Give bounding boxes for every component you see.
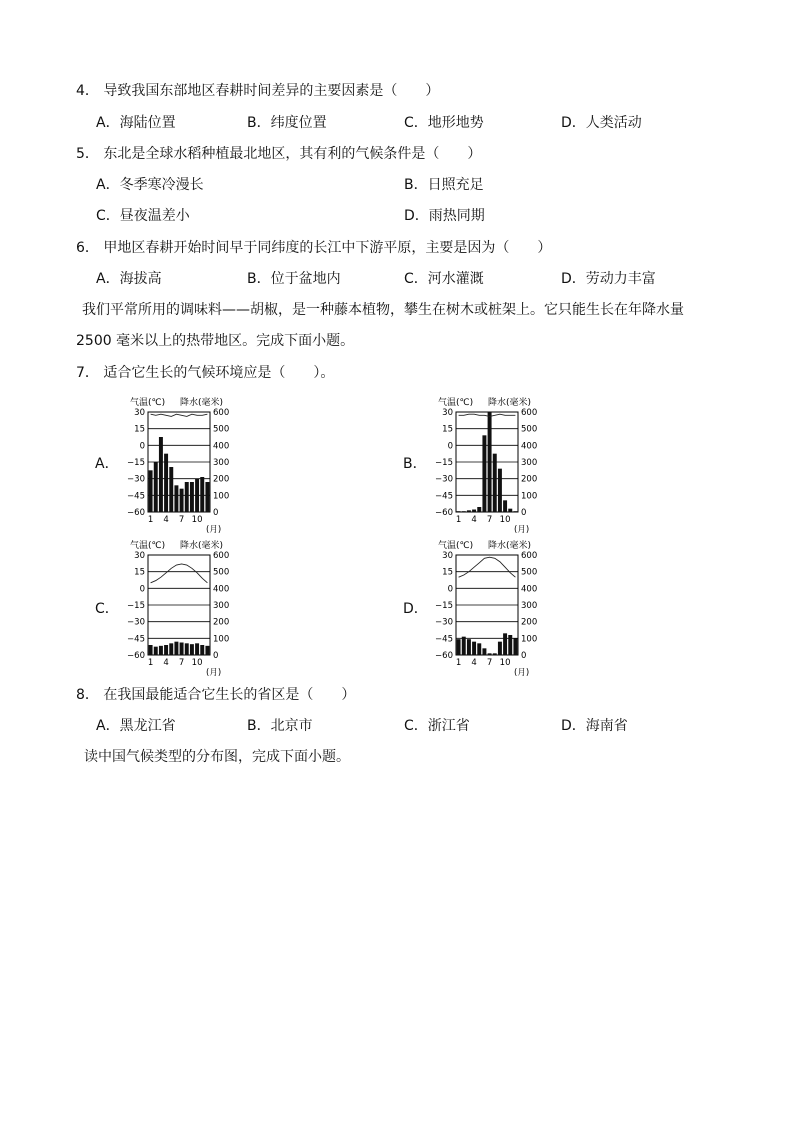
precip-bar [508,635,512,655]
precip-tick-label: 600 [521,408,538,418]
temp-tick-label: −15 [127,458,145,468]
precip-tick-label: 400 [213,441,230,452]
month-unit-label: (月) [206,668,222,678]
precip-tick-label: 500 [521,424,538,435]
month-tick-label: 7 [486,515,493,525]
precip-bar [498,642,502,655]
q8-option-a: A．黑龙江省 [96,718,176,734]
temperature-line [459,414,516,416]
precip-bar [164,454,168,512]
month-tick-label: 4 [163,515,169,525]
temp-tick-label: −60 [435,651,453,661]
precip-tick-label: 100 [213,634,230,645]
precip-bar [174,642,178,655]
precip-bar [477,643,481,655]
q6-option-a: A．海拔高 [96,271,162,287]
q7-option-d-label: D． [403,601,428,617]
precip-bar [164,645,168,655]
temp-tick-label: 0 [447,441,453,452]
precip-axis-title: 降水(毫米) [180,398,224,408]
month-tick-label: 7 [178,658,185,668]
month-tick-label: 4 [163,658,169,668]
precip-tick-label: 0 [213,508,219,518]
precip-bar [493,653,497,655]
precip-bar [205,646,209,655]
precip-tick-label: 100 [213,491,230,502]
precip-bar [159,646,163,655]
climate-chart-svg [120,395,230,535]
precip-bar [149,470,153,512]
precip-bar [462,637,466,655]
month-tick-label: 7 [486,658,493,668]
q4-option-d: D．人类活动 [561,115,642,131]
month-tick-label: 10 [499,515,511,525]
passage-line-2: 2500 毫米以上的热带地区。完成下面小题。 [76,333,355,349]
q6-option-d: D．劳动力丰富 [561,271,656,287]
precip-bar [180,489,184,512]
temperature-line [151,564,208,583]
passage-line-1: 我们平常所用的调味料——胡椒，是一种藤本植物，攀生在树木或桩架上。它只能生长在年降水量 [82,302,684,318]
precip-tick-label: 0 [521,651,527,661]
precip-tick-label: 300 [521,458,538,468]
precip-bar [488,653,492,655]
precip-tick-label: 100 [521,491,538,502]
precip-bar [472,642,476,655]
precip-tick-label: 400 [213,584,230,595]
precip-tick-label: 0 [213,651,219,661]
temp-tick-label: −30 [435,617,453,628]
precip-bar [513,511,517,512]
q7-stem: 7． 适合它生长的气候环境应是（ ）。 [76,365,335,381]
temp-tick-label: −30 [127,617,145,628]
q6-stem: 6． 甲地区春耕开始时间早于同纬度的长江中下游平原，主要是因为（ ） [76,240,552,256]
temp-tick-label: −60 [127,508,145,518]
precip-bar [457,511,461,512]
precip-bar [498,469,502,512]
q4-option-a: A．海陆位置 [96,115,176,131]
precip-tick-label: 200 [521,474,538,485]
precip-tick-label: 200 [213,617,230,628]
precip-bar [477,507,481,512]
precip-tick-label: 200 [521,617,538,628]
climate-chart-d [428,538,538,678]
month-tick-label: 1 [455,658,462,668]
temp-axis-title: 气温(℃) [438,398,474,408]
q7-option-a-label: A． [95,456,119,472]
precip-bar [169,467,173,512]
temp-tick-label: −15 [435,458,453,468]
month-tick-label: 4 [471,658,477,668]
precip-tick-label: 300 [213,458,230,468]
temp-tick-label: −45 [127,491,145,502]
precip-tick-label: 400 [521,441,538,452]
precip-tick-label: 600 [521,551,538,561]
precip-bar [482,648,486,655]
month-tick-label: 4 [471,515,477,525]
precip-bar [488,412,492,512]
precip-bar [185,643,189,655]
temp-tick-label: 30 [134,551,145,561]
month-unit-label: (月) [206,525,222,535]
precip-bar [503,633,507,655]
precip-tick-label: 200 [213,474,230,485]
precip-tick-label: 500 [521,567,538,578]
climate-chart-svg [428,395,538,535]
precip-tick-label: 300 [521,601,538,611]
precip-bar [205,482,209,512]
month-tick-label: 10 [499,658,511,668]
q8-stem: 8． 在我国最能适合它生长的省区是（ ） [76,687,356,703]
month-tick-label: 1 [147,515,154,525]
temp-tick-label: −45 [127,634,145,645]
q4-option-b: B．纬度位置 [247,115,327,131]
precip-bar [457,639,461,655]
precip-tick-label: 0 [521,508,527,518]
precip-bar [195,643,199,655]
temperature-line [459,557,516,577]
month-tick-label: 1 [147,658,154,668]
temp-tick-label: 0 [139,441,145,452]
precip-bar [508,509,512,512]
temp-tick-label: −60 [127,651,145,661]
precip-bar [472,510,476,513]
climate-chart-svg [120,538,230,678]
passage-2: 读中国气候类型的分布图，完成下面小题。 [84,749,350,765]
temp-axis-title: 气温(℃) [438,541,474,551]
precip-tick-label: 500 [213,424,230,435]
precip-bar [159,437,163,512]
temp-tick-label: −60 [435,508,453,518]
temp-axis-title: 气温(℃) [130,541,166,551]
precip-bar [190,644,194,655]
precip-bar [169,643,173,655]
month-tick-label: 1 [455,515,462,525]
q5-option-d: D．雨热同期 [404,208,485,224]
q6-option-c: C．河水灌溉 [404,271,484,287]
precip-tick-label: 400 [521,584,538,595]
precip-tick-label: 600 [213,551,230,561]
precip-bar [513,638,517,655]
q6-option-b: B．位于盆地内 [247,271,341,287]
precip-bar [185,482,189,512]
temp-axis-title: 气温(℃) [130,398,166,408]
precip-bar [503,500,507,512]
climate-chart-b [428,395,538,535]
precip-bar [200,477,204,512]
precip-tick-label: 600 [213,408,230,418]
precip-tick-label: 300 [213,601,230,611]
temp-tick-label: −45 [435,491,453,502]
precip-bar [154,462,158,512]
month-tick-label: 10 [191,658,203,668]
temp-tick-label: 15 [442,567,453,578]
precip-bar [200,645,204,655]
precip-bar [467,639,471,655]
month-tick-label: 10 [191,515,203,525]
precip-tick-label: 100 [521,634,538,645]
precip-bar [180,643,184,656]
temp-tick-label: −45 [435,634,453,645]
precip-axis-title: 降水(毫米) [180,541,224,551]
temp-tick-label: −15 [435,601,453,611]
precip-bar [149,645,153,655]
q7-option-c-label: C． [95,601,119,617]
temp-tick-label: −30 [435,474,453,485]
temp-tick-label: 30 [442,408,453,418]
q8-option-b: B．北京市 [247,718,313,734]
temp-tick-label: 15 [134,567,145,578]
month-unit-label: (月) [514,525,530,535]
precip-axis-title: 降水(毫米) [488,541,532,551]
climate-chart-svg [428,538,538,678]
climate-chart-c [120,538,230,678]
month-tick-label: 7 [178,515,185,525]
temp-tick-label: −15 [127,601,145,611]
q8-option-c: C．浙江省 [404,718,470,734]
temp-tick-label: 30 [442,551,453,561]
temp-tick-label: 30 [134,408,145,418]
temp-tick-label: 15 [442,424,453,435]
q5-stem: 5． 东北是全球水稻种植最北地区，其有利的气候条件是（ ） [76,146,482,162]
precip-bar [462,511,466,512]
q5-option-a: A．冬季寒冷漫长 [96,177,204,193]
q5-option-b: B．日照充足 [404,177,484,193]
q7-option-b-label: B． [403,456,427,472]
temp-tick-label: 0 [447,584,453,595]
temp-tick-label: 0 [139,584,145,595]
q4-stem: 4． 导致我国东部地区春耕时间差异的主要因素是（ ） [76,83,440,99]
precip-bar [467,510,471,512]
temperature-line [151,414,208,416]
precip-bar [482,435,486,512]
month-unit-label: (月) [514,668,530,678]
precip-axis-title: 降水(毫米) [488,398,532,408]
precip-bar [195,479,199,512]
temp-tick-label: 15 [134,424,145,435]
climate-chart-a [120,395,230,535]
temp-tick-label: −30 [127,474,145,485]
precip-tick-label: 500 [213,567,230,578]
q5-option-c: C．昼夜温差小 [96,208,190,224]
precip-bar [493,454,497,512]
q8-option-d: D．海南省 [561,718,628,734]
q4-option-c: C．地形地势 [404,115,484,131]
precip-bar [190,482,194,512]
precip-bar [154,647,158,655]
precip-bar [174,485,178,512]
